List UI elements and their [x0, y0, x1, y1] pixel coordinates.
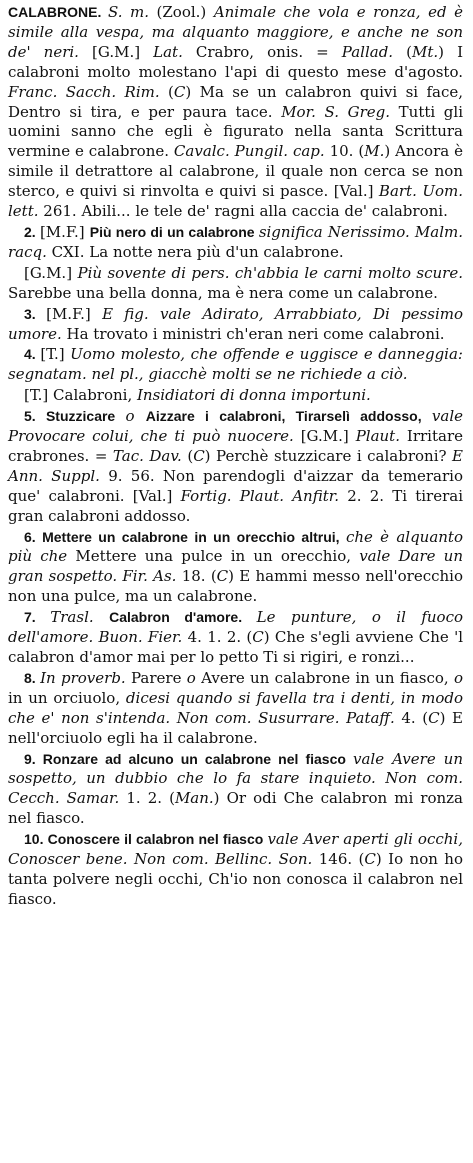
text-run: (Zool.) — [156, 3, 214, 21]
text-run: Insidiatori di donna importuni. — [137, 386, 371, 405]
text-run: o — [186, 668, 202, 687]
text-run: ) Che s'egli avviene Che 'l calabron d'amor mai per lo petto Ti si rigiri, e ronzi... — [8, 628, 464, 666]
text-run: Aizzare i calabroni, Tirarselì addosso, — [145, 408, 432, 425]
text-run: Franc. Sacch. Rim. — [8, 82, 169, 101]
text-run: 2. 2. Ti tirerai gran calabroni addosso. — [8, 486, 463, 525]
text-run: 146. ( — [318, 850, 365, 869]
text-run: dicesi quando si favella tra i denti, in modo che e' non s'intenda. Non com. Susurrare. Pataff. — [8, 688, 463, 727]
text-run: 6. Mettere un calabrone in un orecchio altrui, — [24, 528, 346, 545]
text-run: Plaut. — [355, 427, 407, 446]
text-run: in un orciuolo, — [8, 688, 126, 707]
text-run: 9. 56. Non parendogli d'aizzar da temerario que' calabroni. [Val.] — [8, 466, 463, 505]
text-run: Mor. S. Greg. — [281, 102, 399, 121]
text-run: Le punture, o il fuoco dell'amore. Buon. Fier. — [8, 608, 463, 647]
text-run: CALABRONE. — [8, 4, 108, 20]
entry-9 — [8, 750, 463, 830]
text-run: ( — [406, 42, 412, 61]
text-run: ) Perchè stuzzicare i calabroni? — [204, 446, 453, 465]
entry-7 — [8, 608, 463, 668]
text-run: C — [173, 82, 186, 101]
text-run: vale Provocare colui, che ti può nuocere. — [8, 407, 463, 446]
text-run: 4. ( — [401, 708, 429, 727]
text-run: Pallad. — [341, 42, 407, 61]
text-run: C — [428, 708, 440, 727]
text-run: Fortig. Plaut. Anfitr. — [180, 486, 348, 505]
text-run: che è alquanto più che — [8, 527, 463, 566]
text-run: Crabro, onis. = — [195, 42, 342, 61]
text-run: M. — [364, 142, 385, 161]
text-run: Avere un calabrone in un fiasco, — [201, 668, 454, 687]
text-run: o — [125, 407, 146, 426]
text-run: 261. Abili... le tele de' ragni alla caccia de' calabroni. — [43, 202, 448, 221]
entry-4 — [8, 345, 463, 385]
text-run: In proverb. — [40, 668, 132, 687]
text-run: Sarebbe una bella donna, ma è nera come un calabrone. — [8, 283, 438, 302]
entry-2 — [8, 223, 463, 263]
text-run: Parere — [131, 668, 187, 687]
text-run: 7. — [24, 609, 51, 626]
text-run: [G.M.] — [24, 263, 78, 282]
text-run: o — [453, 668, 463, 687]
entry-4b — [8, 386, 463, 406]
text-run: S. m. — [107, 3, 157, 21]
text-run: Irritare crabrones. = — [8, 427, 463, 465]
text-run: ) Ma se un calabron quivi si face, Dentro si tira, e per paura tace. — [8, 82, 464, 121]
entry-5 — [8, 407, 463, 526]
text-run: 8. — [24, 669, 41, 686]
text-run: E fig. vale Adirato, Arrabbiato, Di pessimo umore. — [8, 304, 463, 343]
text-run: ( — [187, 446, 194, 465]
text-run: 4. — [24, 346, 41, 363]
entry-3 — [8, 305, 463, 345]
text-run: Cavalc. Pungil. cap. — [173, 142, 330, 161]
text-run: ) Or odi Che calabron mi ronza nel fiasco. — [8, 789, 463, 828]
text-run: significa Nerissimo. Malm. racq. — [8, 222, 463, 261]
text-run: vale Avere un sospetto, un dubbio che lo fa stare inquieto. Non com. Cecch. Samar. — [8, 749, 463, 808]
text-run: Bart. Uom. lett. — [8, 182, 463, 221]
entry-10 — [8, 830, 463, 910]
text-run: Trasl. — [50, 608, 110, 627]
text-run: Animale che vola e ronza, ed è simile alla vespa, ma alquanto maggiore, e anche ne son de' neri. — [8, 3, 463, 61]
text-run: 3. — [24, 305, 47, 322]
text-run: [G.M.] — [92, 42, 154, 61]
text-run: [M.F.] — [39, 222, 90, 241]
text-run: ) E hammi messo nell'orecchio non una pulce, ma un calabrone. — [8, 567, 463, 606]
text-run: Più sovente di pers. ch'abbia le carni molto scure. — [77, 263, 463, 282]
text-run: ) Ancora è simile il detrattore al calabrone, il quale non cerca se non sterco, e quivi si rinvolta e quivi si pasce. [Val.] — [8, 142, 463, 201]
text-run: [T.] — [40, 345, 71, 364]
entry-6 — [8, 528, 463, 608]
text-run: C — [252, 628, 264, 647]
text-run: 4. 1. 2. ( — [187, 628, 253, 647]
text-run: Ha trovato i ministri ch'eran neri come calabroni. — [66, 324, 445, 343]
entry-main — [8, 3, 463, 222]
text-run: E Ann. Suppl. — [8, 446, 463, 485]
text-run: Man. — [174, 789, 214, 808]
text-run: vale Aver aperti gli occhi, Conoscer bene. Non com. Bellinc. Son. — [8, 830, 463, 869]
text-run: vale Dare un gran sospetto. Fir. As. — [8, 547, 463, 586]
text-run: C — [193, 446, 205, 465]
text-run: C — [364, 850, 376, 869]
text-run: 18. ( — [181, 567, 217, 586]
text-run: [T.] Calabroni, — [24, 386, 137, 405]
text-run: Più nero di un calabrone — [89, 223, 259, 240]
text-run: Calabron d'amore. — [109, 609, 257, 626]
text-run: ) E nell'orciuolo egli ha il calabrone. — [8, 708, 463, 747]
text-run: Mt. — [412, 42, 439, 61]
text-run: 10. ( — [329, 142, 365, 161]
text-run: CXI. La notte nera più d'un calabrone. — [51, 242, 344, 261]
text-run: 10. Conoscere il calabron nel fiasco — [24, 831, 268, 848]
text-run: ) Io non ho tanta polvere negli occhi, Ch'io non conosca il calabron nel fiasco. — [8, 850, 463, 908]
text-run: 1. 2. ( — [126, 789, 175, 808]
text-run: C — [216, 567, 229, 586]
text-run: 5. Stuzzicare — [24, 408, 126, 425]
text-run: Tac. Dav. — [112, 446, 188, 465]
entry-8 — [8, 669, 463, 749]
text-run: Uomo molesto, che offende e uggisce e danneggia: segnatam. nel pl., giacchè molti se ne richiede a ciò. — [8, 345, 463, 384]
text-run: 2. — [24, 223, 40, 240]
text-run: ) I calabroni molto molestano l'api di questo mese d'agosto. — [8, 42, 463, 81]
text-run: Lat. — [153, 42, 196, 61]
entry-2b — [8, 264, 463, 304]
text-run: [M.F.] — [46, 304, 103, 323]
text-run: Tutti gli uomini sanno che egli è figurato nella santa Scrittura vermine e calabrone. — [8, 102, 463, 161]
text-run: ( — [168, 82, 174, 101]
text-run: Mettere una pulce in un orecchio, — [75, 547, 360, 566]
text-run: 9. Ronzare ad alcuno un calabrone nel fiasco — [24, 750, 354, 767]
text-run: [G.M.] — [300, 427, 356, 446]
